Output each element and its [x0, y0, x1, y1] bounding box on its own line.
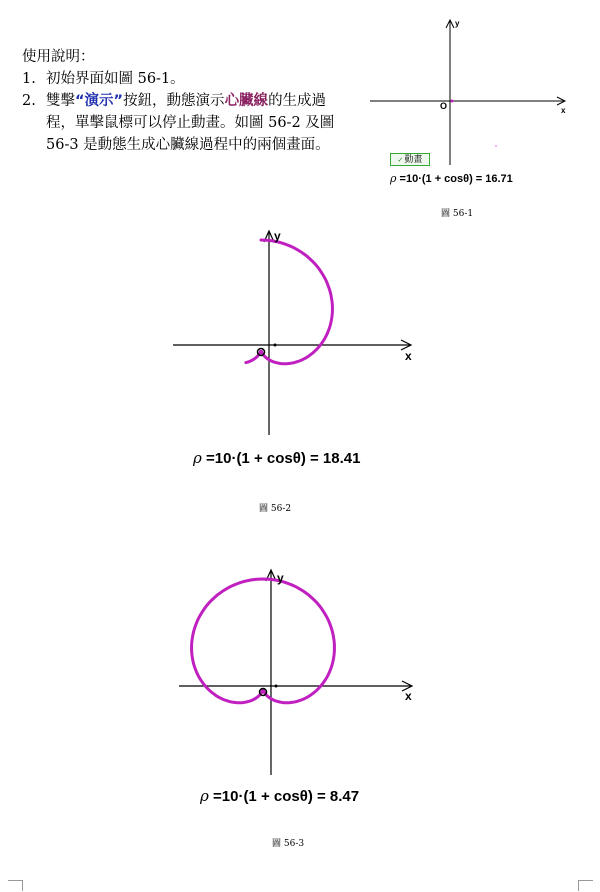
- checkbox-icon: ✓: [397, 156, 404, 164]
- figure-1-formula: ρ =10·(1 + cosθ) = 16.71: [390, 172, 513, 185]
- stray-dot: [495, 145, 497, 147]
- instruction-item-2-line-3: 56-3 是動態生成心臟線過程中的兩個畫面。: [46, 137, 330, 153]
- action-quote-open: “: [75, 93, 85, 109]
- figure-3-plot: [175, 565, 425, 780]
- action-name: 演示: [84, 93, 114, 109]
- origin-label: O: [440, 101, 448, 111]
- page-corner-mark-right: [578, 880, 593, 891]
- figure-2-formula: ρ =10·(1 + cosθ) = 18.41: [193, 449, 361, 467]
- instructions: [22, 46, 367, 156]
- action-quote-close: ”: [113, 93, 124, 109]
- instructions-heading: 使用說明：: [22, 49, 95, 65]
- figure-2-plot: [165, 220, 425, 445]
- figure-1-caption: 圖 56-1: [441, 209, 474, 219]
- page-corner-mark-left: [8, 880, 23, 891]
- cardioid-curve: [192, 579, 335, 703]
- y-axis-label: y: [455, 19, 460, 28]
- figure-1-plot: [360, 10, 580, 170]
- animate-button[interactable]: ✓動畫: [390, 153, 430, 166]
- origin-dot: [274, 344, 277, 347]
- instruction-item-1: 1. 初始界面如圖 56-1。: [22, 71, 185, 87]
- y-axis-label: y: [274, 229, 281, 243]
- figure-2-caption: 圖 56-2: [259, 504, 292, 514]
- figure-3-formula: ρ =10·(1 + cosθ) = 8.47: [200, 787, 360, 805]
- figure-3-caption: 圖 56-3: [272, 839, 305, 849]
- instruction-item-2: 2. 雙擊“演示”按鈕，動態演示心臟線的生成過: [22, 92, 327, 109]
- instruction-item-2-line-2: 程，單擊鼠標可以停止動畫。如圖 56-2 及圖: [46, 115, 335, 131]
- origin-dot: [451, 100, 454, 103]
- x-axis-label: x: [561, 106, 566, 115]
- origin-dot: [275, 685, 278, 688]
- keyword-cardioid: 心臟線: [224, 92, 269, 109]
- x-axis-label: x: [405, 349, 412, 363]
- y-axis-label: y: [277, 571, 284, 585]
- x-axis-label: x: [405, 689, 412, 703]
